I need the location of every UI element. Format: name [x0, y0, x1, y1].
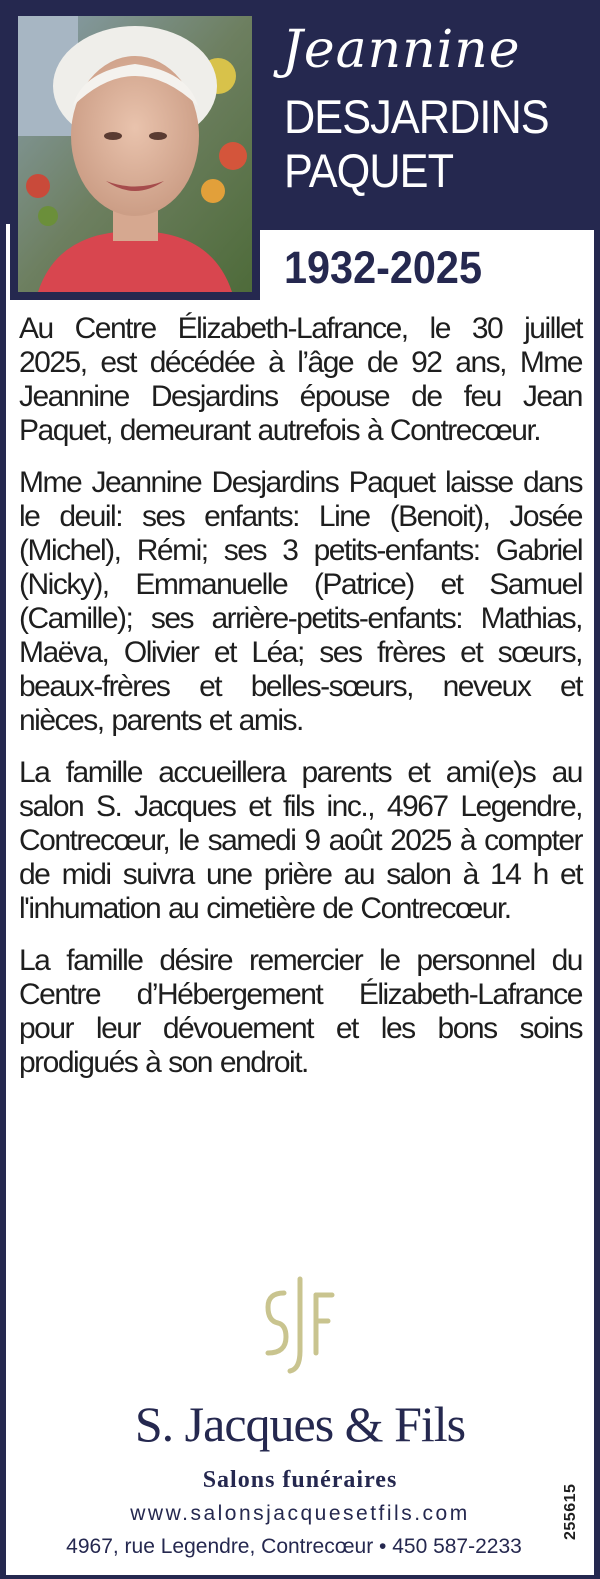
last-name-line-2: PAQUET: [284, 144, 454, 197]
funeral-home-subtitle: Salons funéraires: [202, 1467, 398, 1493]
header-underline: [258, 224, 600, 230]
first-name: Jeannine: [282, 20, 521, 80]
notice-body: [19, 312, 582, 1098]
funeral-home-website[interactable]: www.salonsjacquesetfils.com: [130, 1502, 470, 1525]
paragraph-visitation: La famille accueillera parents et ami(e)s au salon S. Jacques et fils inc., 4967 Legendre, Contrecœur, le samedi 9 août 2025 à compter de midi suivra une prière au salon à 14 h et l'inhumation au cimetière de Contrecœur.: [19, 756, 582, 925]
life-years: 1932-2025: [284, 242, 482, 293]
paragraph-death: Au Centre Élizabeth-Lafrance, le 30 juillet 2025, est décédée à l’âge de 92 ans, Mme Jeannine Desjardins épouse de feu Jean Paquet, demeurant autrefois à Contrecœur.: [19, 312, 582, 447]
sjf-monogram-logo: [262, 1273, 338, 1381]
funeral-home-address: 4967, rue Legendre, Contrecœur • 450 587-2233: [66, 1535, 522, 1558]
portrait-photo: [10, 8, 260, 300]
portrait-image: [18, 16, 252, 292]
funeral-home-name: S. Jacques & Fils: [134, 1396, 466, 1452]
ad-code: 255615: [562, 1483, 579, 1540]
last-name: [284, 90, 549, 198]
last-name-line-1: DESJARDINS: [284, 90, 549, 143]
paragraph-thanks: La famille désire remercier le personnel du Centre d’Hébergement Élizabeth-Lafrance pour leur dévouement et les bons soins prodigués à son endroit.: [19, 944, 582, 1079]
paragraph-survivors: Mme Jeannine Desjardins Paquet laisse dans le deuil: ses enfants: Line (Benoit), Josée (Michel), Rémi; ses 3 petits-enfants: Gabriel (Nicky), Emmanuelle (Patrice) et Samuel (Camille); ses arrière-petits-enfants: Mathias, Maëva, Olivier et Léa; ses frères et sœurs, beaux-frères et belles-sœurs, neveux et nièces, parents et amis.: [19, 466, 582, 737]
